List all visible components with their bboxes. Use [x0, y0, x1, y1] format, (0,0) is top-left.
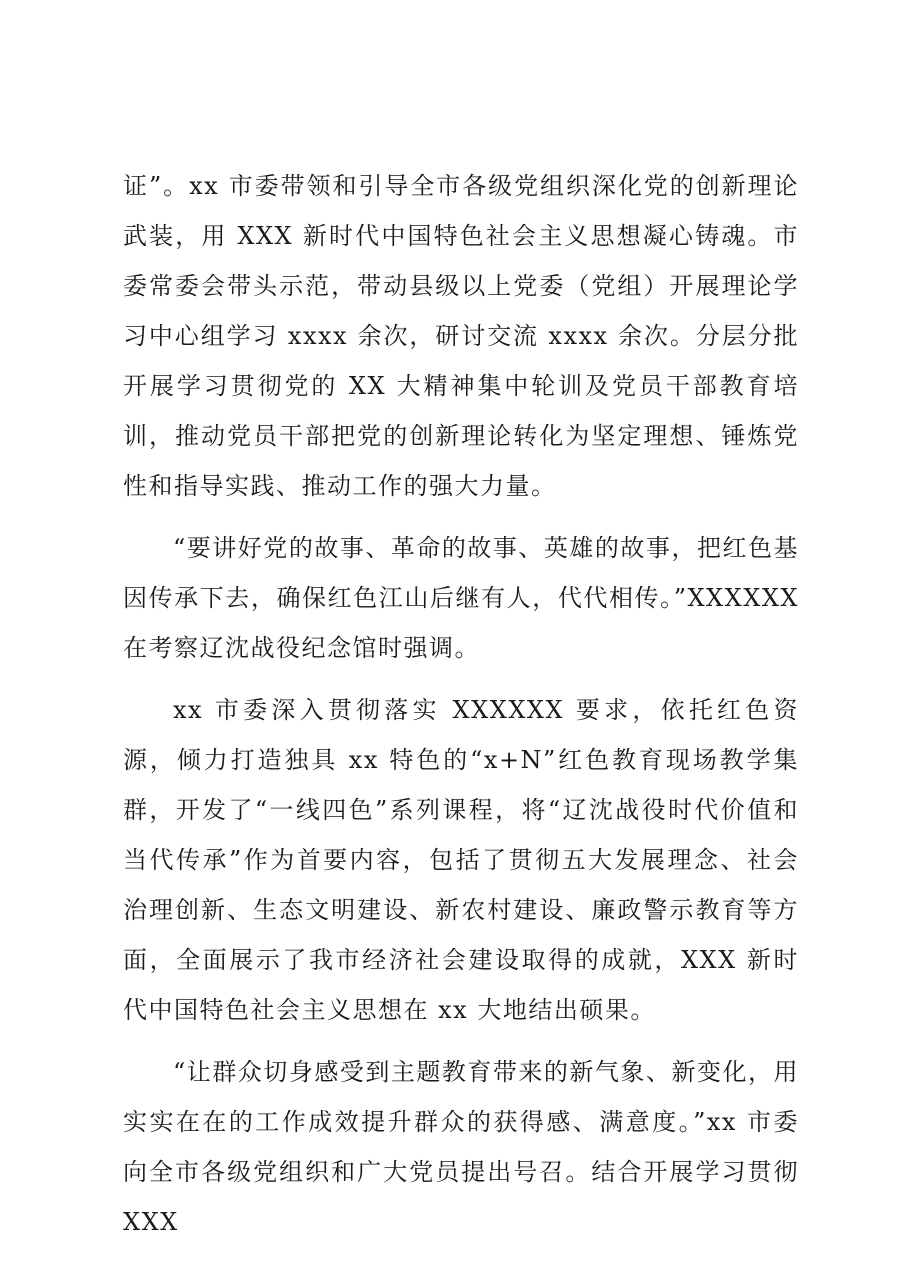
paragraph-4: “让群众切身感受到主题教育带来的新气象、新变化，用实实在在的工作成效提升群众的获得感、满意度。”xx 市委向全市各级党组织和广大党员提出号召。结合开展学习贯彻 XXX — [123, 1058, 799, 1236]
paragraph-2: “要讲好党的故事、革命的故事、英雄的故事，把红色基因传承下去，确保红色江山后继有人，代代相传。”XXXXXX 在考察辽沈战役纪念馆时强调。 — [123, 534, 799, 662]
paragraph-3: xx 市委深入贯彻落实 XXXXXX 要求，依托红色资源，倾力打造独具 xx 特色的“x+N”红色教育现场教学集群，开发了“一线四色”系列课程，将“辽沈战役时代价值和当代传承”作为首要内容，包括了贯彻五大发展理念、社会治理创新、生态文明建设、新农村建设、廉政警示教育等方面，全面展示了我市经济社会建设取得的成就，XXX 新时代中国特色社会主义思想在 xx 大地结出硕果。 — [123, 696, 799, 1024]
document-body — [123, 161, 799, 1259]
paragraph-1: 证”。xx 市委带领和引导全市各级党组织深化党的创新理论武装，用 XXX 新时代中国特色社会主义思想凝心铸魂。市委常委会带头示范，带动县级以上党委（党组）开展理论学习中心组学习 xxxx 余次，研讨交流 xxxx 余次。分层分批开展学习贯彻党的 XX 大精神集中轮训及党员干部教育培训，推动党员干部把党的创新理论转化为坚定理想、锤炼党性和指导实践、推动工作的强大力量。 — [123, 172, 799, 500]
